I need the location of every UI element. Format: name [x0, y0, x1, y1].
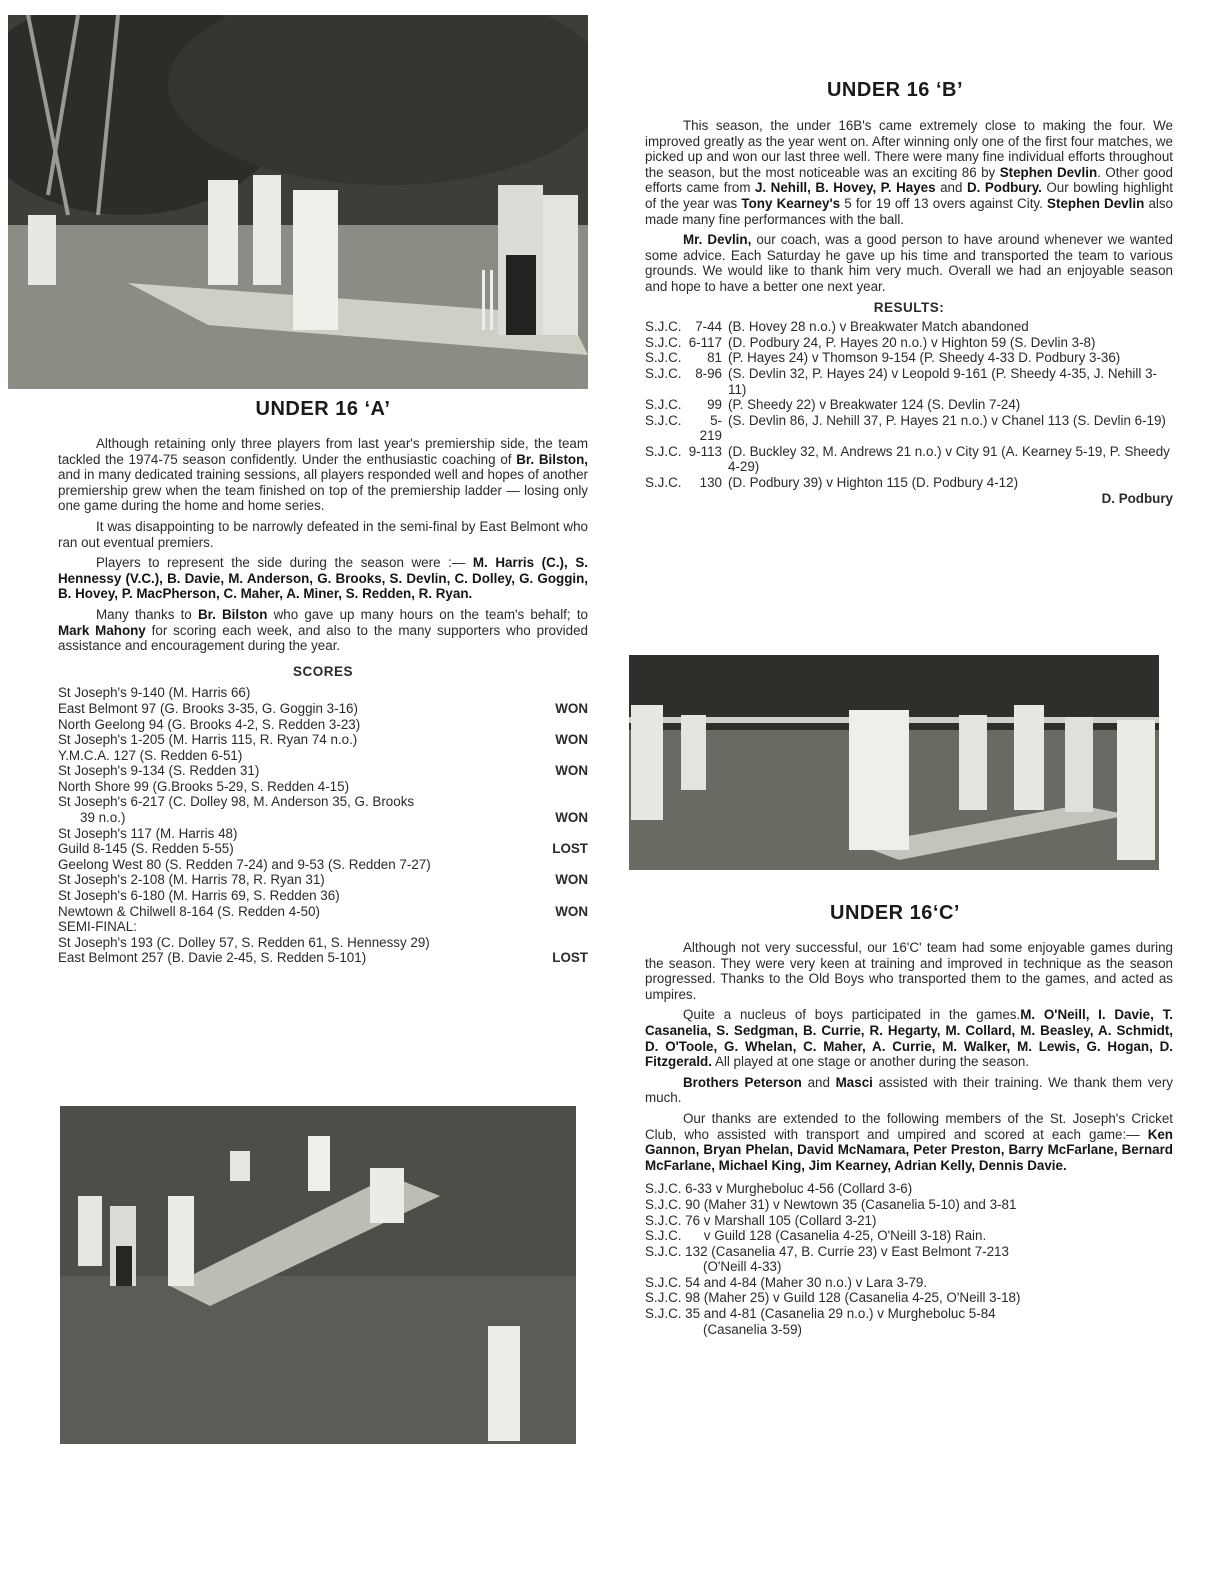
under-16a-paragraph-4: Many thanks to Br. Bilston who gave up many hours on the team's behalf; to Mark Mahony for scoring each week, and also to the many supporters who provided assistance and encouragement during the year. — [58, 606, 588, 654]
result-team: S.J.C. — [645, 475, 682, 491]
result-score: 8-96 — [695, 365, 722, 381]
result-row — [645, 366, 1173, 397]
cricket-photo-right — [629, 655, 1159, 870]
under-16a-paragraph-2: It was disappointing to be narrowly defeated in the semi-final by East Belmont who ran out eventual premiers. — [58, 518, 588, 550]
score-entry — [58, 717, 588, 748]
result-row-continuation: (O'Neill 4-33) — [703, 1259, 782, 1275]
score-line: St Joseph's 1-205 (M. Harris 115, R. Ryan 74 n.o.) — [58, 732, 358, 748]
result-score: 7-44 — [695, 319, 722, 335]
score-line: North Shore 99 (G.Brooks 5-29, S. Redden 4-15) — [58, 778, 350, 794]
score-line: St Joseph's 193 (C. Dolley 57, S. Redden 61, S. Hennessy 29) — [58, 934, 430, 950]
result-badge: LOST — [552, 950, 588, 966]
score-line: St Joseph's 6-180 (M. Harris 69, S. Redden 36) — [58, 888, 340, 904]
score-line: 39 n.o.) — [80, 810, 126, 826]
result-row — [645, 335, 1173, 351]
under-16a-paragraph-1: Although retaining only three players from last year's premiership side, the team tackled the 1974-75 season confidently. Under the enthusiastic coaching of Br. Bilston, and in many dedicated training sessions, all players responded well and hopes of another premiership grew when the team finished on top of the premiership ladder — losing only one game during the home and home series. — [58, 436, 589, 514]
score-entry — [58, 857, 588, 888]
result-score: 6-117 — [688, 334, 722, 350]
result-row: S.J.C. 132 (Casanelia 47, B. Currie 23) v East Belmont 7-213 — [645, 1243, 1009, 1259]
score-entry — [58, 826, 588, 857]
result-desc: (B. Hovey 28 n.o.) v Breakwater Match abandoned — [728, 319, 1029, 335]
result-badge: WON — [555, 810, 588, 826]
result-desc: (D. Podbury 24, P. Hayes 20 n.o.) v Highton 59 (S. Devlin 3-8) — [728, 334, 1096, 350]
result-team: S.J.C. — [645, 350, 682, 366]
result-badge: WON — [555, 763, 588, 779]
result-desc: (D. Podbury 39) v Highton 115 (D. Podbury 4-12) — [728, 475, 1019, 491]
result-row: S.J.C. 76 v Marshall 105 (Collard 3-21) — [645, 1212, 877, 1228]
under-16a-heading: UNDER 16 ‘A’ — [255, 398, 391, 420]
score-entry-semi-final — [58, 919, 588, 966]
scores-list — [58, 685, 588, 966]
result-team: S.J.C. — [645, 334, 682, 350]
score-line: Guild 8-145 (S. Redden 5-55) — [58, 841, 234, 857]
score-line: St Joseph's 9-134 (S. Redden 31) — [58, 763, 260, 779]
result-row — [645, 319, 1173, 335]
under-16c-paragraph-2: Quite a nucleus of boys participated in the games.M. O'Neill, I. Davie, T. Casanelia, S. Sedgman, B. Currie, R. Hegarty, M. Collard, M. Beasley, A. Schmidt, D. O'Toole, G. Whelan, C. Maher, A. Currie, M. Walker, M. Lewis, G. Hogan, D. Fitzgerald. All played at one stage or another during the season. — [645, 1007, 1173, 1070]
result-row — [645, 397, 1173, 413]
result-desc: (S. Devlin 32, P. Hayes 24) v Leopold 9-161 (P. Sheedy 4-35, J. Nehill 3-11) — [728, 365, 1157, 397]
result-team: S.J.C. — [645, 365, 682, 381]
scores-heading: SCORES — [292, 663, 353, 679]
score-entry — [58, 685, 588, 716]
under-16c-paragraph-3: Brothers Peterson and Masci assisted with their training. We thank them very much. — [645, 1074, 1173, 1106]
result-badge: WON — [555, 903, 588, 919]
result-row: S.J.C. 90 (Maher 31) v Newtown 35 (Casanelia 5-10) and 3-81 — [645, 1196, 1017, 1212]
score-line: Geelong West 80 (S. Redden 7-24) and 9-53 (S. Redden 7-27) — [58, 856, 431, 872]
result-row: S.J.C. 6-33 v Murgheboluc 4-56 (Collard 3-6) — [645, 1181, 913, 1197]
result-badge: WON — [555, 872, 588, 888]
under-16a-section — [58, 436, 588, 966]
result-row: S.J.C. 54 and 4-84 (Maher 30 n.o.) v Lara 3-79. — [645, 1274, 928, 1290]
under-16c-section — [645, 940, 1173, 1337]
under-16b-heading: UNDER 16 ‘B’ — [826, 79, 964, 101]
result-team: S.J.C. — [645, 319, 682, 335]
result-score: 9-113 — [688, 443, 722, 459]
under-16c-results-list — [645, 1181, 1173, 1337]
result-row — [645, 444, 1173, 475]
result-row: S.J.C. 98 (Maher 25) v Guild 128 (Casanelia 4-25, O'Neill 3-18) — [645, 1290, 1021, 1306]
score-line: East Belmont 257 (B. Davie 2-45, S. Redden 5-101) — [58, 950, 367, 966]
score-entry — [58, 748, 588, 779]
score-line: East Belmont 97 (G. Brooks 3-35, G. Goggin 3-16) — [58, 700, 358, 716]
result-score: 5-219 — [699, 412, 722, 444]
results-heading: RESULTS: — [873, 299, 945, 315]
result-row — [645, 413, 1173, 444]
under-16c-paragraph-1: Although not very successful, our 16'C' team had some enjoyable games during the season. They were very keen at training and improved in technique as the season progressed. Thanks to the Old Boys who transported them to the games, and acted as umpires. — [645, 940, 1173, 1002]
result-badge: WON — [555, 700, 588, 716]
score-entry — [58, 779, 588, 826]
results-list — [645, 319, 1173, 491]
cricket-photo-bottom-left — [60, 1106, 576, 1444]
result-score: 99 — [707, 397, 722, 413]
result-badge: WON — [555, 732, 588, 748]
author-signature: D. Podbury — [1101, 490, 1173, 506]
under-16c-paragraph-4: Our thanks are extended to the following members of the St. Joseph's Cricket Club, who assisted with transport and umpired and scored at each game:— Ken Gannon, Bryan Phelan, David McNamara, Peter Preston, Barry McFarlane, Bernard McFarlane, Michael King, Jim Kearney, Adrian Kelly, Dennis Davie. — [645, 1110, 1173, 1173]
result-row — [645, 350, 1173, 366]
result-desc: (P. Hayes 24) v Thomson 9-154 (P. Sheedy 4-33 D. Podbury 3-36) — [728, 350, 1121, 366]
score-line: St Joseph's 117 (M. Harris 48) — [58, 825, 238, 841]
score-line: North Geelong 94 (G. Brooks 4-2, S. Redden 3-23) — [58, 716, 361, 732]
result-desc: (S. Devlin 86, J. Nehill 37, P. Hayes 21 n.o.) v Chanel 113 (S. Devlin 6-19) — [728, 412, 1166, 428]
under-16b-paragraph-2: Mr. Devlin, our coach, was a good person to have around whenever we wanted some advice. Each Saturday he gave up his time and transported the team to various grounds. We would like to thank him very much. Overall we had an enjoyable season and hope to have a better one next year. — [645, 232, 1173, 294]
result-row: S.J.C. 35 and 4-81 (Casanelia 29 n.o.) v Murgheboluc 5-84 — [645, 1306, 996, 1322]
result-desc: (P. Sheedy 22) v Breakwater 124 (S. Devlin 7-24) — [728, 397, 1021, 413]
under-16b-section — [645, 118, 1173, 506]
under-16c-heading: UNDER 16‘C’ — [830, 902, 960, 924]
result-desc: (D. Buckley 32, M. Andrews 21 n.o.) v City 91 (A. Kearney 5-19, P. Sheedy 4-29) — [728, 443, 1170, 475]
result-score: 81 — [707, 350, 722, 366]
result-row-continuation: (Casanelia 3-59) — [703, 1321, 802, 1337]
result-row — [645, 475, 1173, 491]
result-badge: LOST — [552, 841, 588, 857]
under-16a-paragraph-3: Players to represent the side during the season were :— M. Harris (C.), S. Hennessy (V.C.), B. Davie, M. Anderson, G. Brooks, S. Devlin, C. Dolley, G. Goggin, B. Hovey, P. MacPherson, C. Maher, A. Miner, S. Redden, R. Ryan. — [58, 555, 588, 602]
result-score: 130 — [699, 475, 722, 491]
score-line: St Joseph's 9-140 (M. Harris 66) — [58, 685, 251, 701]
score-line: St Joseph's 2-108 (M. Harris 78, R. Ryan 31) — [58, 872, 325, 888]
score-line: Y.M.C.A. 127 (S. Redden 6-51) — [58, 747, 243, 763]
cricket-photo-top-left — [8, 15, 588, 389]
score-entry — [58, 888, 588, 919]
result-team: S.J.C. — [645, 397, 682, 413]
score-line: Newtown & Chilwell 8-164 (S. Redden 4-50) — [58, 903, 320, 919]
score-line: St Joseph's 6-217 (C. Dolley 98, M. Anderson 35, G. Brooks — [58, 794, 415, 810]
result-row: S.J.C. v Guild 128 (Casanelia 4-25, O'Neill 3-18) Rain. — [645, 1228, 987, 1244]
result-team: S.J.C. — [645, 443, 682, 459]
under-16b-paragraph-1: This season, the under 16B's came extremely close to making the four. We improved greatly as the year went on. After winning only one of the first four matches, we picked up and won our last three well. There were many fine individual efforts throughout the season, but the most noticeable was an exciting 86 by Stephen Devlin. Other good efforts came from J. Nehill, B. Hovey, P. Hayes and D. Podbury. Our bowling highlight of the year was Tony Kearney's 5 for 19 off 13 overs against City. Stephen Devlin also made many fine performances with the ball. — [645, 118, 1174, 227]
result-team: S.J.C. — [645, 412, 682, 428]
semi-final-label: SEMI-FINAL: — [58, 919, 137, 935]
